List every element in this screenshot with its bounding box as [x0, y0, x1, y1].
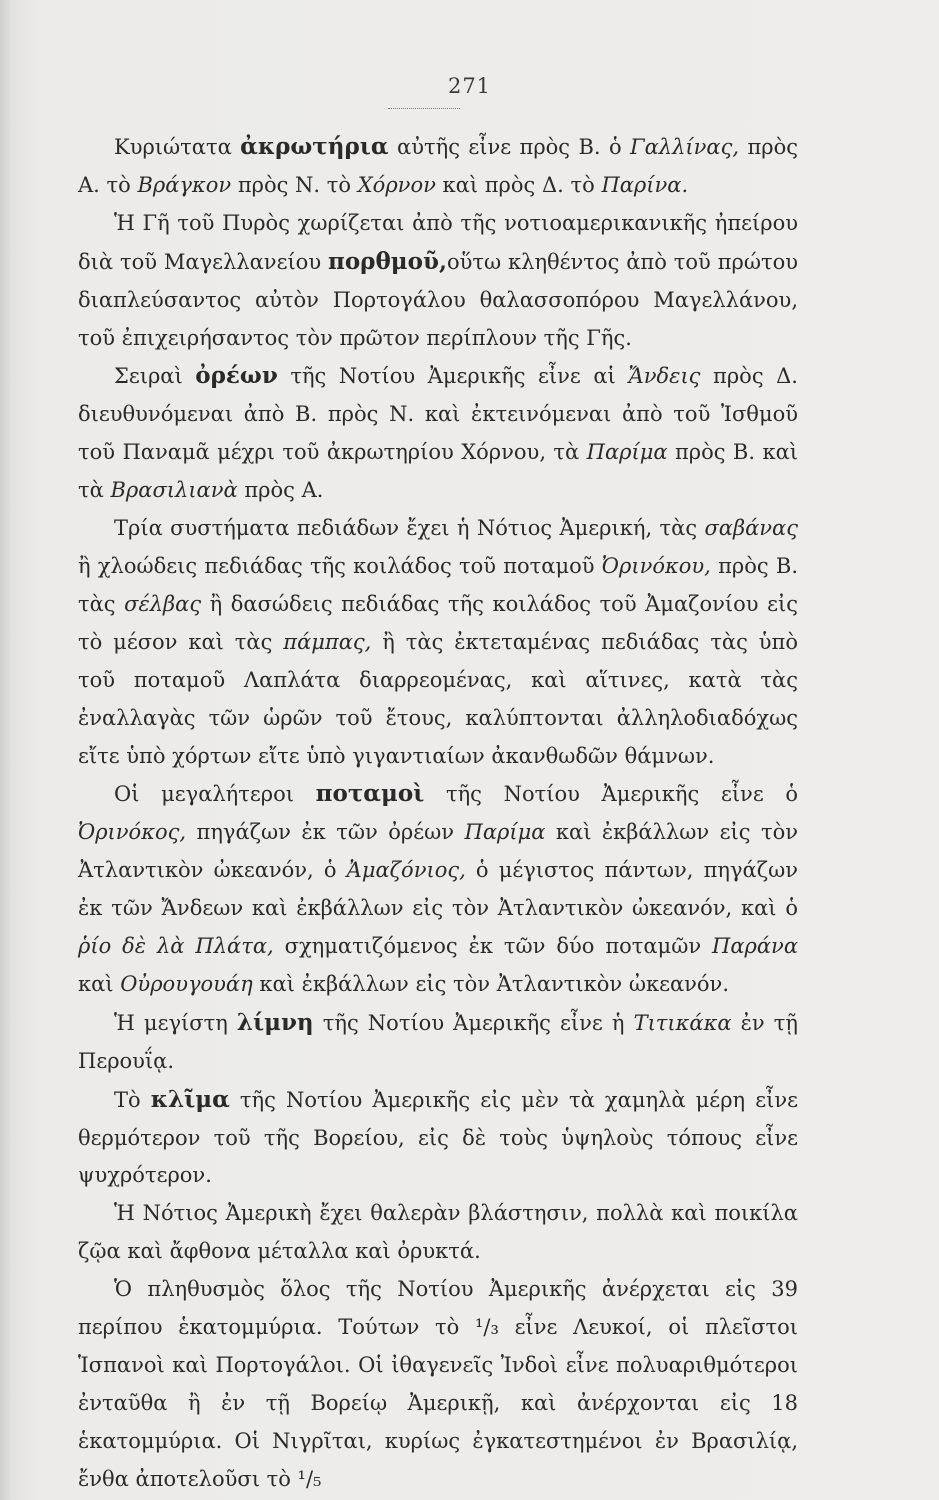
paragraph-mountains: Σειραὶ ὀρέων τῆς Νοτίου Ἀμερικῆς εἶνε αἱ Ἄνδεις πρὸς Δ. διευθυνόμεναι ἀπὸ Β. πρὸς Ν. καὶ ἐκτεινόμεναι ἀπὸ τοῦ Ἰσθμοῦ τοῦ Παναμᾶ μέχρι τοῦ ἀκρωτηρίου Χόρνου, τὰ Παρίμα πρὸς Β. καὶ τὰ Βρασιλιανὰ πρὸς Α.: [78, 362, 798, 503]
paragraph-flora-fauna: Ἡ Νότιος Ἀμερικὴ ἔχει θαλερὰν βλάστησιν, πολλὰ καὶ ποικίλα ζῷα καὶ ἄφθονα μέταλλα καὶ ὀρυκτά.: [78, 1201, 798, 1264]
page-number: 271: [447, 74, 492, 98]
keyword-mountains: ὀρέων: [195, 362, 278, 390]
keyword-strait: πορθμοῦ,: [328, 247, 447, 275]
keyword-rivers: ποταμοὶ: [315, 780, 425, 808]
paragraph-capes: Κυριώτατα ἀκρωτήρια αὐτῆς εἶνε πρὸς Β. ὁ Γαλλίνας, πρὸς Α. τὸ Βράγκον πρὸς Ν. τὸ Χόρνον καὶ πρὸς Δ. τὸ Παρίνα.: [78, 133, 799, 197]
paragraph-strait: Ἡ Γῆ τοῦ Πυρὸς χωρίζεται ἀπὸ τῆς νοτιοαμερικανικῆς ἠπείρου διὰ τοῦ Μαγελλανείου πορθμοῦ,οὕτω κληθέντος ἀπὸ τοῦ πρώτου διαπλεύσαντος αὐτὸν Πορτογάλου θαλασσοπόρου Μαγελλάνου, τοῦ ἐπιχειρήσαντος τὸν πρῶτον περίπλουν τῆς Γῆς.: [78, 210, 798, 350]
paragraph-lake: Ἡ μεγίστη λίμνη τῆς Νοτίου Ἀμερικῆς εἶνε ἡ Τιτικάκα ἐν τῇ Περουΐᾳ.: [78, 1008, 798, 1073]
page-number-rule: [388, 108, 460, 109]
paragraph-population: Ὁ πληθυσμὸς ὅλος τῆς Νοτίου Ἀμερικῆς ἀνέρχεται εἰς 39 περίπου ἑκατομμύρια. Τούτων τὸ ¹/₃ εἶνε Λευκοί, οἱ πλεῖστοι Ἱσπανοὶ καὶ Πορτογάλοι. Οἱ ἰθαγενεῖς Ἰνδοὶ εἶνε πολυαριθμότεροι ἐνταῦθα ἢ ἐν τῇ Βορείῳ Ἀμερικῇ, καὶ ἀνέρχονται εἰς 18 ἑκατομμύρια. Οἱ Νιγρῖται, κυρίως ἐγκατεστημένοι ἐν Βρασιλίᾳ, ἔνθα ἀποτελοῦσι τὸ ¹/₅: [78, 1277, 798, 1491]
keyword-lake: λίμνη: [236, 1008, 314, 1036]
keyword-capes: ἀκρωτήρια: [240, 133, 389, 160]
body-text: [78, 128, 798, 1499]
keyword-climate: κλῖμα: [150, 1085, 230, 1113]
paragraph-plains: Τρία συστήματα πεδιάδων ἔχει ἡ Νότιος Ἀμερική, τὰς σαβάνας ἢ χλοώδεις πεδιάδας τῆς κοιλάδος τοῦ ποταμοῦ Ὀρινόκου, πρὸς Β. τὰς σέλβας ἢ δασώδεις πεδιάδας τῆς κοιλάδος τοῦ Ἀμαζονίου εἰς τὸ μέσον καὶ τὰς πάμπας, ἢ τὰς ἐκτεταμένας πεδιάδας τὰς ὑπὸ τοῦ ποταμοῦ Λαπλάτα διαρρεομένας, καὶ αἵτινες, κατὰ τὰς ἐναλλαγὰς τῶν ὡρῶν τοῦ ἔτους, καλύπτονται ἀλληλοδιαδόχως εἴτε ὑπὸ χόρτων εἴτε ὑπὸ γιγαντιαίων ἀκανθωδῶν θάμνων.: [78, 516, 798, 768]
paragraph-rivers: Οἱ μεγαλήτεροι ποταμοὶ τῆς Νοτίου Ἀμερικῆς εἶνε ὁ Ὀρινόκος, πηγάζων ἐκ τῶν ὀρέων Παρίμα καὶ ἐκβάλλων εἰς τὸν Ἀτλαντικὸν ὠκεανόν, ὁ Ἀμαζόνιος, ὁ μέγιστος πάντων, πηγάζων ἐκ τῶν Ἄνδεων καὶ ἐκβάλλων εἰς τὸν Ἀτλαντικὸν ὠκεανόν, καὶ ὁ ῥίο δὲ λὰ Πλάτα, σχηματιζόμενος ἐκ τῶν δύο ποταμῶν Παράνα καὶ Οὐρουγουάη καὶ ἐκβάλλων εἰς τὸν Ἀτλαντικὸν ὠκεανόν.: [78, 780, 799, 996]
paragraph-climate: Τὸ κλῖμα τῆς Νοτίου Ἀμερικῆς εἰς μὲν τὰ χαμηλὰ μέρη εἶνε θερμότερον τοῦ τῆς Βορείου, εἰς δὲ τοὺς ὑψηλοὺς τόπους εἶνε ψυχρότερον.: [78, 1085, 798, 1188]
